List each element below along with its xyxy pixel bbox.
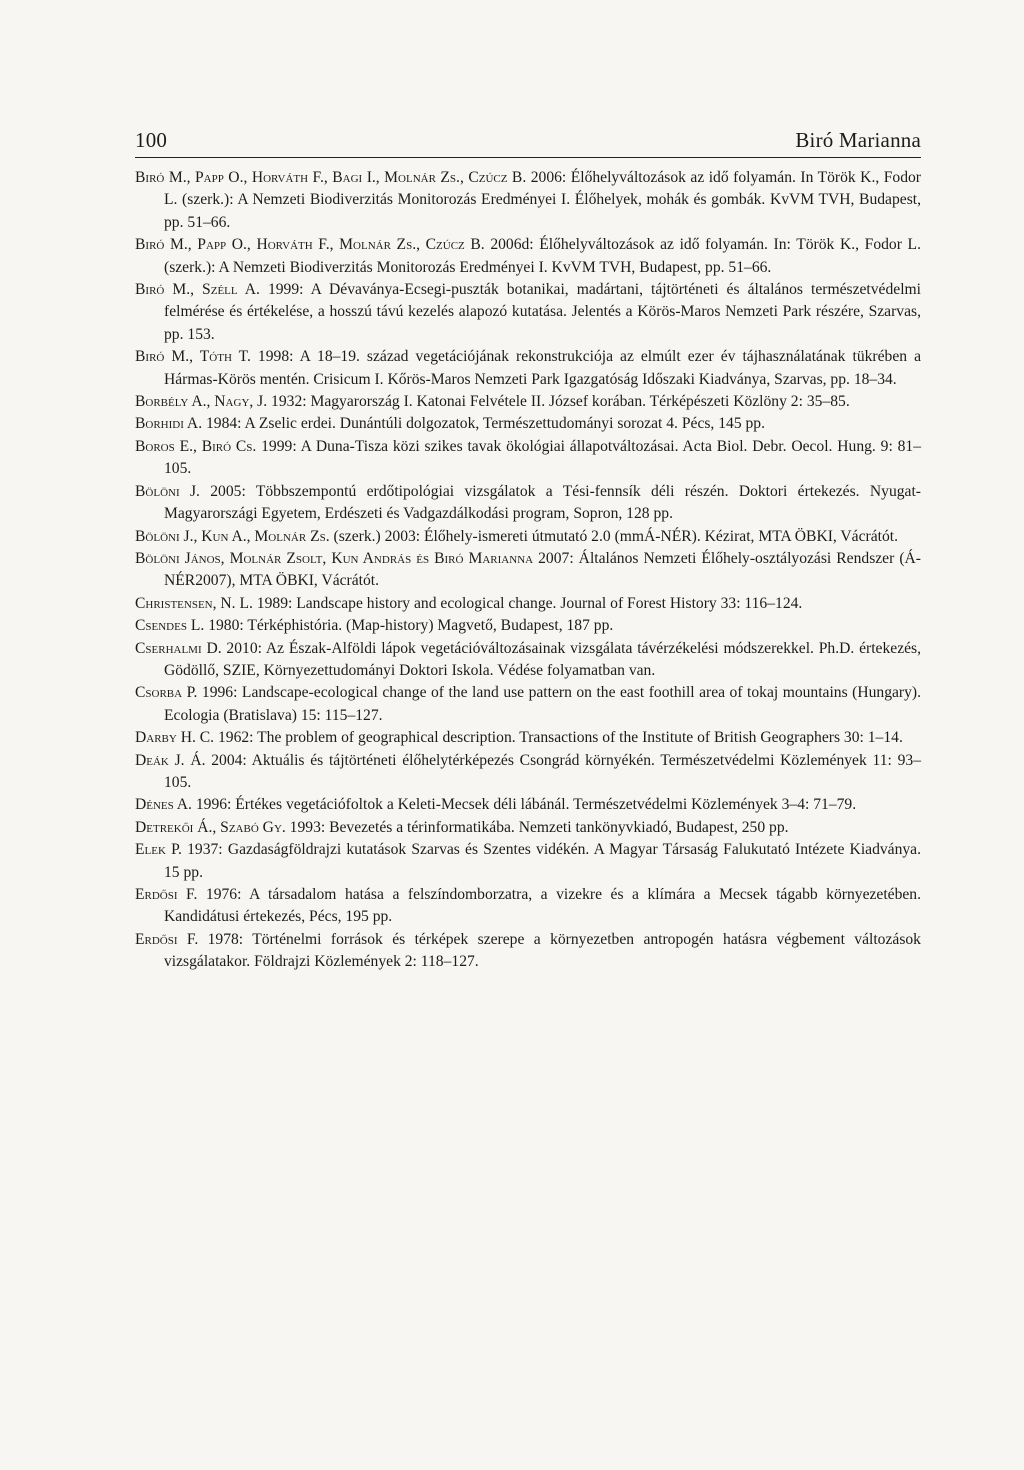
reference-text: 2005: Többszempontú erdőtipológiai vizsgálatok a Tési-fennsík déli részén. Doktori értekezés. Nyugat-Magyarországi Egyetem, Erdészeti és Vadgazdálkodási program, Sopron, 128 pp. (164, 482, 921, 523)
reference-authors: Borbély A., Nagy, J. (135, 393, 268, 411)
reference-list (135, 167, 921, 974)
reference-entry (135, 346, 921, 391)
reference-authors: Erdősi F. (135, 930, 199, 948)
reference-text: 1932: Magyarország I. Katonai Felvétele II. József korában. Térképészeti Közlöny 2: 35–85. (267, 393, 850, 411)
reference-text: 2010: Az Észak-Alföldi lápok vegetációváltozásainak vizsgálata távérzékelési módszerekkel. Ph.D. értekezés, Gödöllő, SZIE, Környezettudományi Doktori Iskola. Védése folyamatban van. (164, 639, 921, 679)
reference-text: 1984: A Zselic erdei. Dunántúli dolgozatok, Természettudományi sorozat 4. Pécs, 145 pp. (202, 415, 766, 433)
reference-authors: Csorba P. (135, 684, 198, 702)
reference-entry (135, 279, 921, 346)
reference-entry (135, 436, 921, 481)
reference-text: 1978: Történelmi források és térképek szerepe a környezetben antropogén hatásra végbement változások vizsgálatakor. Földrajzi Közlemények 2: 118–127. (164, 930, 921, 971)
reference-text: 1999: A Dévaványa-Ecsegi-puszták botanikai, madártani, tájtörténeti és általános természetvédelmi felmérése és értékelése, a hosszú távú kezelés alapozó kutatása. Jelentés a Körös-Maros Nemzeti Park részére, Szarvas, pp. 153. (164, 281, 921, 343)
reference-entry (135, 929, 921, 974)
reference-entry (135, 548, 921, 593)
reference-entry (135, 413, 921, 435)
reference-entry (135, 615, 921, 637)
reference-authors: Bölöni János, Molnár Zsolt, Kun András és Biró Marianna (135, 549, 534, 567)
reference-text: 2007: Általános Nemzeti Élőhely-osztályozási Rendszer (Á-NÉR2007), MTA ÖBKI, Vácrátót. (164, 549, 921, 590)
reference-entry (135, 794, 921, 816)
reference-authors: Cserhalmi D. (135, 639, 222, 657)
reference-text: 2006d: Élőhelyváltozások az idő folyamán. In: Török K., Fodor L. (szerk.): A Nemzeti Biodiverzitás Monitorozás Eredményei I. KvVM TVH, Budapest, pp. 51–66. (164, 236, 921, 276)
reference-authors: Borhidi A. (135, 415, 203, 433)
reference-text: 1976: A társadalom hatása a felszíndomborzatra, a vizekre és a klímára a Mecsek tágabb környezetében. Kandidátusi értekezés, Pécs, 195 pp. (164, 886, 921, 926)
reference-text: 1996: Értékes vegetációfoltok a Keleti-Mecsek déli lábánál. Természetvédelmi Közlemények 3–4: 71–79. (191, 796, 857, 814)
page (135, 127, 921, 974)
reference-text: (szerk.) 2003: Élőhely-ismereti útmutató 2.0 (mmÁ-NÉR). Kézirat, MTA ÖBKI, Vácrátót. (329, 527, 898, 545)
reference-entry (135, 391, 921, 413)
reference-entry (135, 167, 921, 234)
reference-text: 1996: Landscape-ecological change of the land use pattern on the east foothill area of tokaj mountains (Hungary). Ecologia (Bratislava) 15: 115–127. (164, 684, 921, 724)
reference-entry (135, 750, 921, 795)
reference-entry (135, 682, 921, 727)
reference-authors: Dénes A. (135, 796, 192, 814)
running-head-author: Biró Marianna (795, 128, 921, 152)
reference-text: 1962: The problem of geographical description. Transactions of the Institute of British Geographers 30: 1–14. (214, 729, 903, 747)
reference-entry (135, 481, 921, 526)
reference-authors: Detrekői Á., Szabó Gy. (135, 818, 286, 836)
reference-text: 1993: Bevezetés a térinformatikába. Nemzeti tankönyvkiadó, Budapest, 250 pp. (285, 818, 789, 836)
reference-authors: Erdősi F. (135, 886, 198, 903)
reference-entry (135, 526, 921, 548)
reference-text: 2006: Élőhelyváltozások az idő folyamán. In Török K., Fodor L. (szerk.): A Nemzeti Biodiverzitás Monitorozás Eredményei I. Élőhelyek, mohák és gombák. KvVM TVH, Budapest, pp. 51–66. (164, 169, 921, 231)
reference-entry (135, 638, 921, 683)
reference-authors: Biró M., Papp O., Horváth F., Molnár Zs., Czúcz B. (135, 236, 485, 254)
reference-text: 1980: Térképhistória. (Map-history) Magvető, Budapest, 187 pp. (204, 617, 614, 635)
reference-authors: Bölöni J., Kun A., Molnár Zs. (135, 527, 330, 545)
reference-entry (135, 593, 921, 615)
reference-authors: Biró M., Széll A. (135, 281, 260, 299)
reference-authors: Boros E., Biró Cs. (135, 437, 257, 455)
reference-text: 1999: A Duna-Tisza közi szikes tavak ökológiai állapotváltozásai. Acta Biol. Debr. Oecol. Hung. 9: 81–105. (164, 437, 921, 478)
reference-text: 1937: Gazdaságföldrajzi kutatások Szarvas és Szentes vidékén. A Magyar Társaság Falukutató Intézete Kiadványa. 15 pp. (164, 841, 921, 881)
reference-authors: Elek P. (135, 841, 182, 859)
page-number: 100 (135, 128, 168, 152)
reference-entry (135, 839, 921, 884)
reference-authors: Biró M., Tóth T. (135, 348, 251, 366)
reference-entry (135, 234, 921, 279)
reference-text: 1998: A 18–19. század vegetációjának rekonstrukciója az elmúlt ezer év tájhasználatának tükrében a Hármas-Körös mentén. Crisicum I. Kőrös-Maros Nemzeti Park Igazgatóság Időszaki Kiadványa, Szarvas, pp. 18–34. (164, 348, 921, 388)
reference-authors: Csendes L. (135, 617, 205, 635)
reference-entry (135, 727, 921, 749)
reference-authors: Christensen, N. L. (135, 594, 253, 612)
reference-entry (135, 817, 921, 839)
reference-authors: Bölöni J. (135, 482, 200, 500)
running-head (135, 127, 921, 158)
reference-authors: Deák J. Á. (135, 751, 206, 769)
reference-text: 1989: Landscape history and ecological change. Journal of Forest History 33: 116–124. (252, 594, 803, 612)
reference-entry (135, 884, 921, 929)
reference-authors: Darby H. C. (135, 729, 215, 747)
reference-authors: Biró M., Papp O., Horváth F., Bagi I., Molnár Zs., Czúcz B. (135, 169, 527, 186)
reference-text: 2004: Aktuális és tájtörténeti élőhelytérképezés Csongrád környékén. Természetvédelmi Közlemények 11: 93–105. (164, 751, 921, 791)
